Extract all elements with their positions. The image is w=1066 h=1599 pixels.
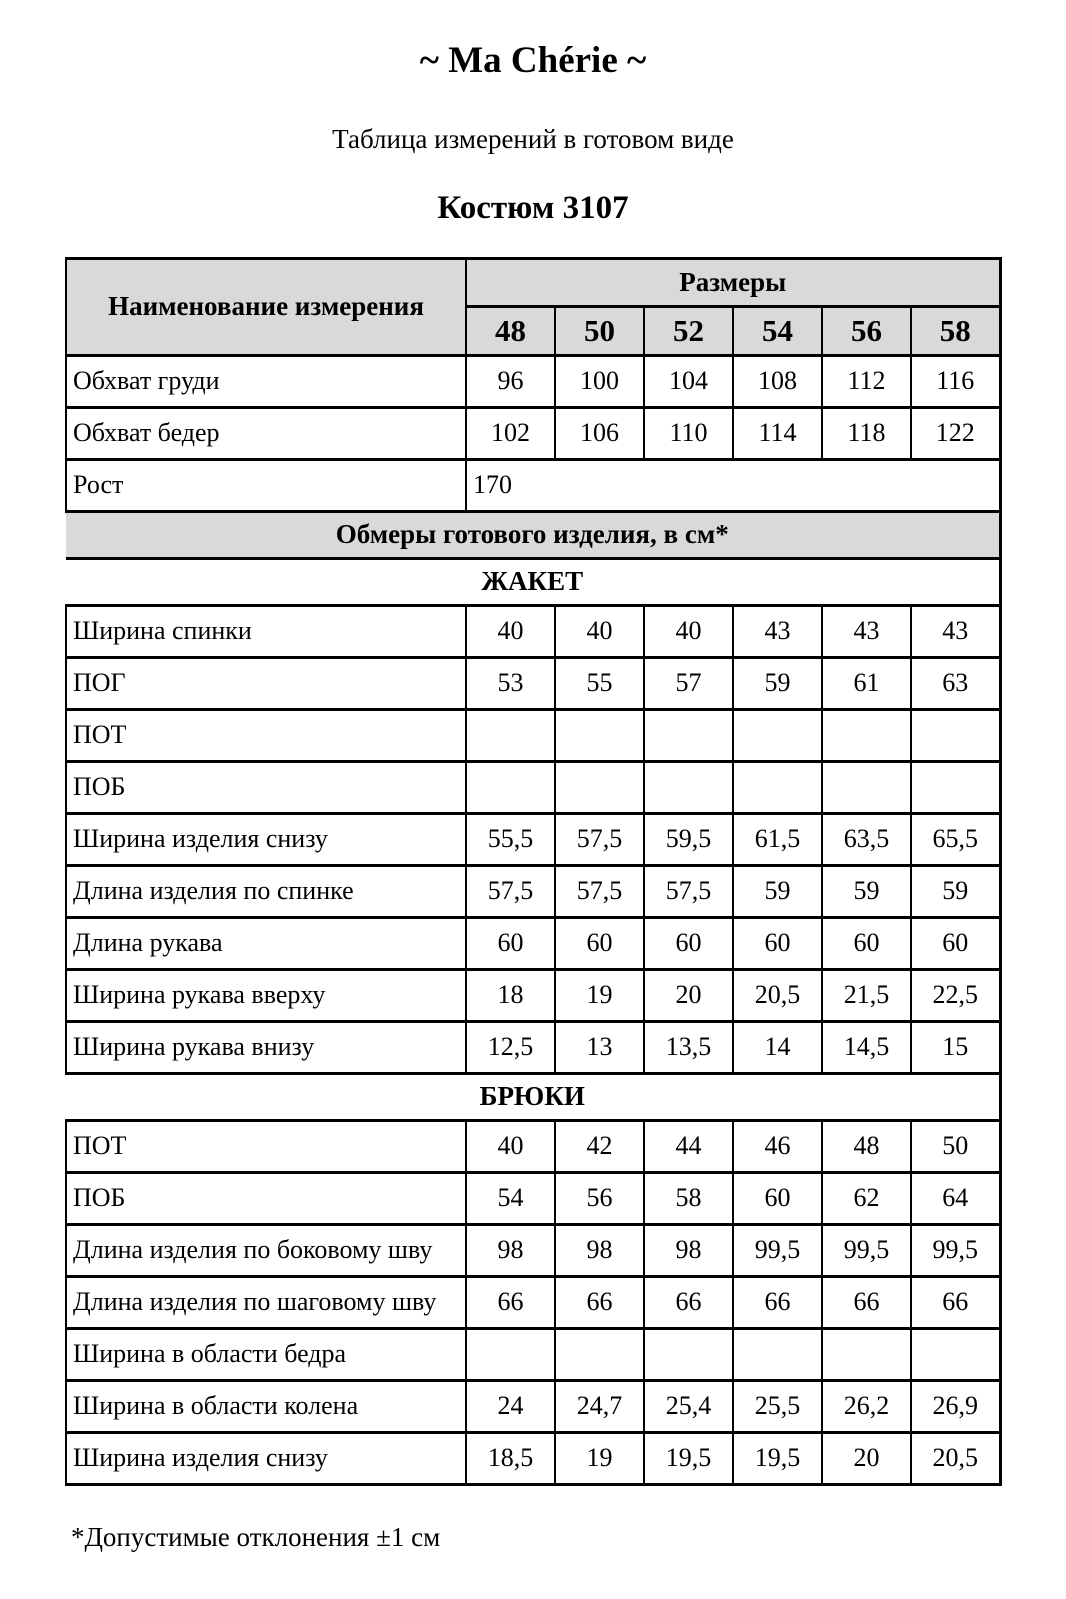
cell-value: 59 xyxy=(822,865,911,917)
cell-value: 66 xyxy=(822,1276,911,1328)
cell-value: 60 xyxy=(733,917,822,969)
cell-value xyxy=(733,1328,822,1380)
cell-value: 43 xyxy=(733,605,822,657)
cell-value: 57,5 xyxy=(466,865,555,917)
cell-value: 40 xyxy=(555,605,644,657)
size-column-header: 56 xyxy=(822,306,911,355)
section-row xyxy=(66,1073,1000,1120)
sizes-header-cell: Размеры xyxy=(466,258,1000,306)
cell-value: 59,5 xyxy=(644,813,733,865)
cell-value: 22,5 xyxy=(911,969,1000,1021)
cell-value: 43 xyxy=(822,605,911,657)
cell-value: 98 xyxy=(555,1224,644,1276)
section-row xyxy=(66,558,1000,605)
cell-value: 100 xyxy=(555,355,644,407)
cell-value: 56 xyxy=(555,1172,644,1224)
name-header-cell: Наименование измерения xyxy=(66,258,466,355)
cell-value: 99,5 xyxy=(822,1224,911,1276)
row-label: Ширина рукава внизу xyxy=(66,1021,466,1073)
section-row xyxy=(66,511,1000,558)
row-label: Обхват груди xyxy=(66,355,466,407)
table-row xyxy=(66,407,1000,459)
cell-value: 60 xyxy=(733,1172,822,1224)
cell-value: 62 xyxy=(822,1172,911,1224)
table-row xyxy=(66,355,1000,407)
table-row xyxy=(66,813,1000,865)
cell-value: 40 xyxy=(466,1120,555,1172)
cell-value: 104 xyxy=(644,355,733,407)
cell-value: 20,5 xyxy=(733,969,822,1021)
measurement-table-body xyxy=(66,355,1000,1484)
cell-value xyxy=(822,761,911,813)
cell-value: 40 xyxy=(466,605,555,657)
cell-value: 19,5 xyxy=(733,1432,822,1484)
cell-value: 58 xyxy=(644,1172,733,1224)
row-label: Ширина рукава вверху xyxy=(66,969,466,1021)
cell-value: 63,5 xyxy=(822,813,911,865)
cell-value xyxy=(644,1328,733,1380)
cell-value: 60 xyxy=(911,917,1000,969)
row-label: ПОБ xyxy=(66,761,466,813)
brand-title: ~ Ma Chérie ~ xyxy=(419,40,647,81)
row-label: Ширина спинки xyxy=(66,605,466,657)
table-row xyxy=(66,657,1000,709)
cell-value: 55 xyxy=(555,657,644,709)
cell-value: 24,7 xyxy=(555,1380,644,1432)
cell-value: 40 xyxy=(644,605,733,657)
table-row xyxy=(66,969,1000,1021)
cell-value xyxy=(555,709,644,761)
cell-value xyxy=(466,709,555,761)
row-label: Ширина в области колена xyxy=(66,1380,466,1432)
cell-value xyxy=(911,1328,1000,1380)
row-label: ПОТ xyxy=(66,709,466,761)
cell-value: 12,5 xyxy=(466,1021,555,1073)
cell-value: 48 xyxy=(822,1120,911,1172)
section-label: БРЮКИ xyxy=(66,1073,1000,1120)
row-label: Длина изделия по шаговому шву xyxy=(66,1276,466,1328)
table-row xyxy=(66,865,1000,917)
cell-value: 20 xyxy=(822,1432,911,1484)
cell-value: 66 xyxy=(466,1276,555,1328)
row-label: Рост xyxy=(66,459,466,511)
table-row xyxy=(66,605,1000,657)
table-row xyxy=(66,459,1000,511)
cell-value: 20 xyxy=(644,969,733,1021)
table-row xyxy=(66,1021,1000,1073)
row-label: Длина изделия по боковому шву xyxy=(66,1224,466,1276)
table-row xyxy=(66,1328,1000,1380)
section-label: Обмеры готового изделия, в см* xyxy=(66,511,1000,558)
cell-value: 112 xyxy=(822,355,911,407)
cell-value xyxy=(644,709,733,761)
cell-value: 116 xyxy=(911,355,1000,407)
cell-value: 57 xyxy=(644,657,733,709)
cell-value: 15 xyxy=(911,1021,1000,1073)
row-label: Длина рукава xyxy=(66,917,466,969)
cell-value: 66 xyxy=(733,1276,822,1328)
cell-value xyxy=(733,761,822,813)
cell-value: 66 xyxy=(555,1276,644,1328)
cell-value xyxy=(555,1328,644,1380)
cell-value xyxy=(733,709,822,761)
cell-value: 13 xyxy=(555,1021,644,1073)
cell-value: 54 xyxy=(466,1172,555,1224)
table-row xyxy=(66,1432,1000,1484)
row-label: ПОГ xyxy=(66,657,466,709)
cell-value: 96 xyxy=(466,355,555,407)
cell-value: 98 xyxy=(466,1224,555,1276)
cell-value: 66 xyxy=(644,1276,733,1328)
cell-value: 43 xyxy=(911,605,1000,657)
size-column-header: 50 xyxy=(555,306,644,355)
cell-value: 20,5 xyxy=(911,1432,1000,1484)
cell-value: 99,5 xyxy=(911,1224,1000,1276)
cell-value: 55,5 xyxy=(466,813,555,865)
header-row-sizes-title xyxy=(66,258,1000,306)
cell-value xyxy=(466,1328,555,1380)
cell-value: 19,5 xyxy=(644,1432,733,1484)
cell-value: 50 xyxy=(911,1120,1000,1172)
cell-value: 61,5 xyxy=(733,813,822,865)
cell-value: 42 xyxy=(555,1120,644,1172)
cell-value: 18,5 xyxy=(466,1432,555,1484)
cell-value xyxy=(911,709,1000,761)
cell-value: 19 xyxy=(555,969,644,1021)
size-column-header: 58 xyxy=(911,306,1000,355)
cell-value: 60 xyxy=(644,917,733,969)
row-label: Ширина изделия снизу xyxy=(66,1432,466,1484)
cell-value: 102 xyxy=(466,407,555,459)
table-row xyxy=(66,1380,1000,1432)
cell-value: 64 xyxy=(911,1172,1000,1224)
size-column-header: 48 xyxy=(466,306,555,355)
cell-value: 19 xyxy=(555,1432,644,1484)
cell-value xyxy=(822,709,911,761)
table-row xyxy=(66,709,1000,761)
cell-value: 25,5 xyxy=(733,1380,822,1432)
cell-value: 59 xyxy=(911,865,1000,917)
table-row xyxy=(66,1224,1000,1276)
document-subtitle: Таблица измерений в готовом виде xyxy=(332,123,734,154)
cell-value: 63 xyxy=(911,657,1000,709)
cell-value: 13,5 xyxy=(644,1021,733,1073)
table-row xyxy=(66,1276,1000,1328)
table-row xyxy=(66,917,1000,969)
merged-value: 170 xyxy=(466,459,1000,511)
table-row xyxy=(66,761,1000,813)
row-label: ПОБ xyxy=(66,1172,466,1224)
cell-value: 18 xyxy=(466,969,555,1021)
cell-value: 24 xyxy=(466,1380,555,1432)
cell-value: 98 xyxy=(644,1224,733,1276)
cell-value: 108 xyxy=(733,355,822,407)
cell-value: 46 xyxy=(733,1120,822,1172)
cell-value: 57,5 xyxy=(555,813,644,865)
cell-value xyxy=(466,761,555,813)
cell-value: 99,5 xyxy=(733,1224,822,1276)
cell-value: 26,2 xyxy=(822,1380,911,1432)
row-label: ПОТ xyxy=(66,1120,466,1172)
cell-value: 60 xyxy=(822,917,911,969)
cell-value: 25,4 xyxy=(644,1380,733,1432)
cell-value xyxy=(555,761,644,813)
size-column-header: 54 xyxy=(733,306,822,355)
section-label: ЖАКЕТ xyxy=(66,558,1000,605)
cell-value xyxy=(644,761,733,813)
cell-value: 57,5 xyxy=(644,865,733,917)
row-label: Ширина изделия снизу xyxy=(66,813,466,865)
cell-value: 14,5 xyxy=(822,1021,911,1073)
cell-value: 118 xyxy=(822,407,911,459)
cell-value: 21,5 xyxy=(822,969,911,1021)
cell-value: 106 xyxy=(555,407,644,459)
cell-value: 59 xyxy=(733,865,822,917)
row-label: Обхват бедер xyxy=(66,407,466,459)
measurement-table xyxy=(65,257,1002,1486)
cell-value: 122 xyxy=(911,407,1000,459)
cell-value: 14 xyxy=(733,1021,822,1073)
cell-value: 65,5 xyxy=(911,813,1000,865)
table-row xyxy=(66,1120,1000,1172)
cell-value: 57,5 xyxy=(555,865,644,917)
cell-value: 60 xyxy=(466,917,555,969)
cell-value xyxy=(911,761,1000,813)
product-title: Костюм 3107 xyxy=(437,190,629,227)
cell-value: 61 xyxy=(822,657,911,709)
cell-value: 60 xyxy=(555,917,644,969)
cell-value: 44 xyxy=(644,1120,733,1172)
row-label: Длина изделия по спинке xyxy=(66,865,466,917)
cell-value: 59 xyxy=(733,657,822,709)
table-row xyxy=(66,1172,1000,1224)
cell-value xyxy=(822,1328,911,1380)
row-label: Ширина в области бедра xyxy=(66,1328,466,1380)
cell-value: 26,9 xyxy=(911,1380,1000,1432)
cell-value: 66 xyxy=(911,1276,1000,1328)
tolerance-footnote: *Допустимые отклонения ±1 см xyxy=(71,1521,441,1552)
cell-value: 53 xyxy=(466,657,555,709)
cell-value: 110 xyxy=(644,407,733,459)
size-column-header: 52 xyxy=(644,306,733,355)
cell-value: 114 xyxy=(733,407,822,459)
